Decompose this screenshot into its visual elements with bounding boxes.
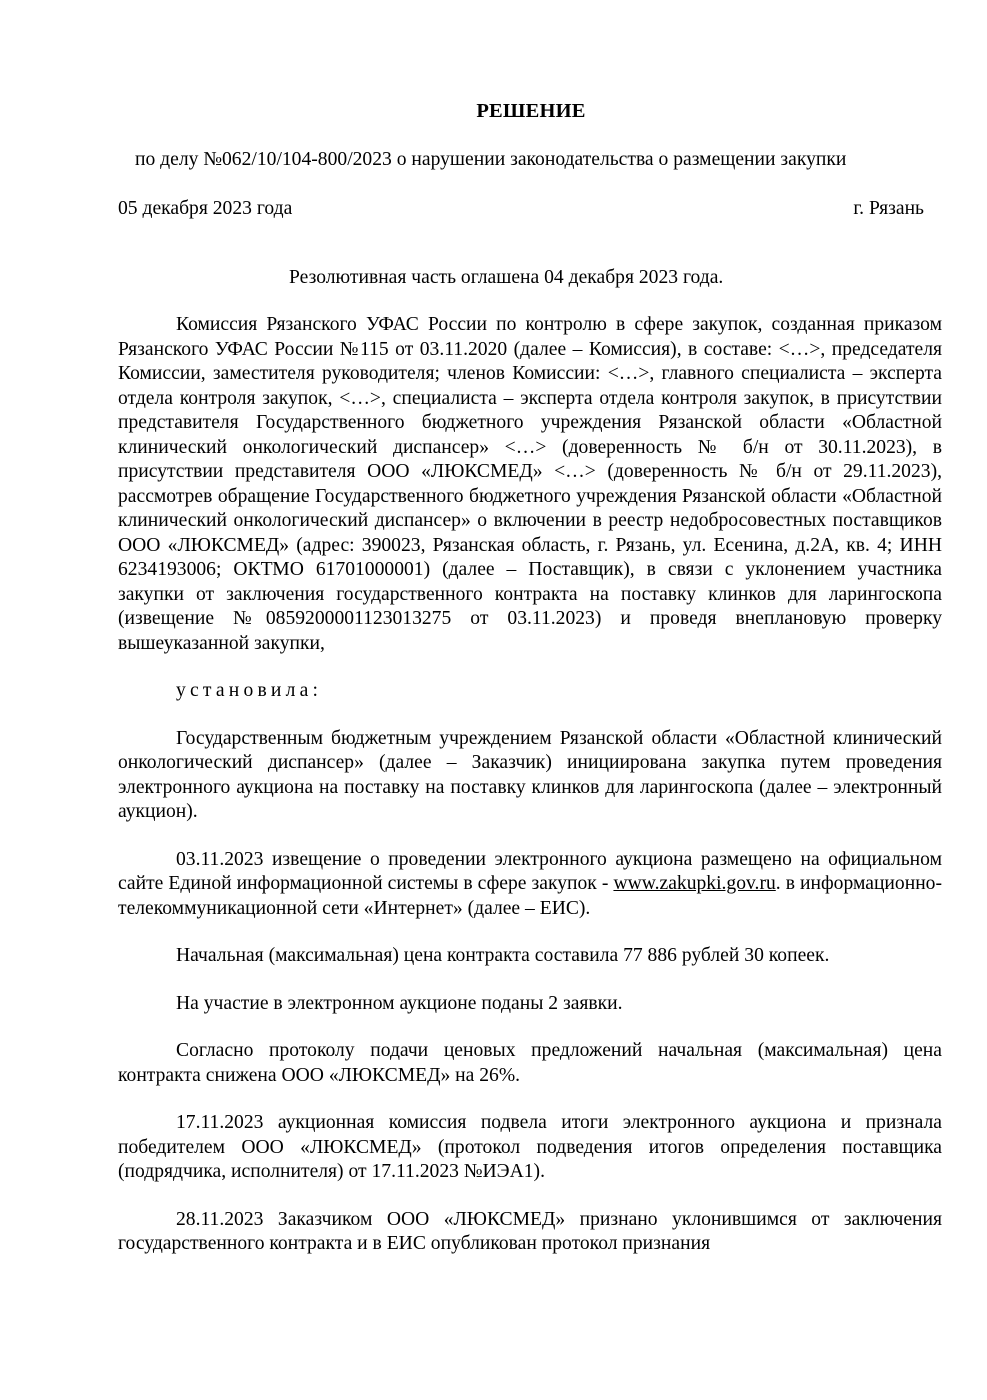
decision-date: 05 декабря 2023 года <box>118 198 293 219</box>
resolution-announcement: Резолютивная часть оглашена 04 декабря 2023 года. <box>289 267 724 288</box>
decision-city: г. Рязань <box>853 198 924 219</box>
paragraph-price: Начальная (максимальная) цена контракта составила 77 886 рублей 30 копеек. <box>176 945 830 966</box>
paragraph-auction-results: 17.11.2023 аукционная комиссия подвела итоги электронного аукциона и признала победителем ООО «ЛЮКСМЕД» (протокол подведения итогов определения поставщика (подрядчика, исполнителя) от 17.11.2023 №ИЭА1). <box>118 1112 942 1182</box>
case-subtitle: по делу №062/10/104-800/2023 о нарушении законодательства о размещении закупки <box>135 149 847 170</box>
date-city-row <box>118 197 924 222</box>
document-body <box>118 313 942 1257</box>
notice-text-end: . в информационно-телекоммуникационной сети «Интернет» (далее – ЕИС). <box>118 873 943 919</box>
paragraph-established: установила: <box>176 680 323 701</box>
paragraph-price-reduction: Согласно протоколу подачи ценовых предложений начальная (максимальная) цена контракта снижена ООО «ЛЮКСМЕД» на 26%. <box>118 1040 942 1086</box>
zakupki-link[interactable]: www.zakupki.gov.ru <box>613 873 776 894</box>
paragraph-evasion: 28.11.2023 Заказчиком ООО «ЛЮКСМЕД» признано уклонившимся от заключения государственного контракта и в ЕИС опубликован протокол признания <box>118 1208 942 1254</box>
paragraph-commission: Комиссия Рязанского УФАС России по контролю в сфере закупок, созданная приказом Рязанского УФАС России №115 от 03.11.2020 (далее – Комиссия), в составе: <…>, председателя Комиссии, заместителя руководителя; членов Комиссии: <…>, главного специалиста – эксперта отдела контроля закупок, <…>, специалиста – эксперта отдела контроля закупок, в присутствии представителя Государственного бюджетного учреждения Рязанской области «Областной клинический онкологический диспансер» <…> (доверенность № б/н от 30.11.2023), в присутствии представителя ООО «ЛЮКСМЕД» <…> (доверенность № б/н от 29.11.2023), рассмотрев обращение Государственного бюджетного учреждения Рязанской области «Областной клинический онкологический диспансер» о включении в реестр недобросовестных поставщиков ООО «ЛЮКСМЕД» (адрес: 390023, Рязанская область, г. Рязань, ул. Есенина, д.2А, кв. 4; ИНН 6234193006; ОКТМО 61701000001) (далее – Поставщик), в связи с уклонением участника закупки от заключения государственного контракта на поставку клинков для ларингоскопа (извещение №0859200001123013275 от 03.11.2023) и проведя внеплановую проверку вышеуказанной закупки, <box>118 314 942 654</box>
paragraph-customer: Государственным бюджетным учреждением Рязанской области «Областной клинический онкологический диспансер» (далее – Заказчик) инициирована закупка путем проведения электронного аукциона на поставку на поставку клинков для ларингоскопа (далее – электронный аукцион). <box>118 727 942 822</box>
paragraph-notice <box>118 848 942 922</box>
document-title: РЕШЕНИЕ <box>476 100 586 122</box>
notice-text-start: 03.11.2023 извещение о проведении электронного аукциона размещено на официальном сайте Единой информационной системы в сфере закупок - <box>118 848 942 894</box>
paragraph-applications: На участие в электронном аукционе поданы 2 заявки. <box>176 992 623 1014</box>
